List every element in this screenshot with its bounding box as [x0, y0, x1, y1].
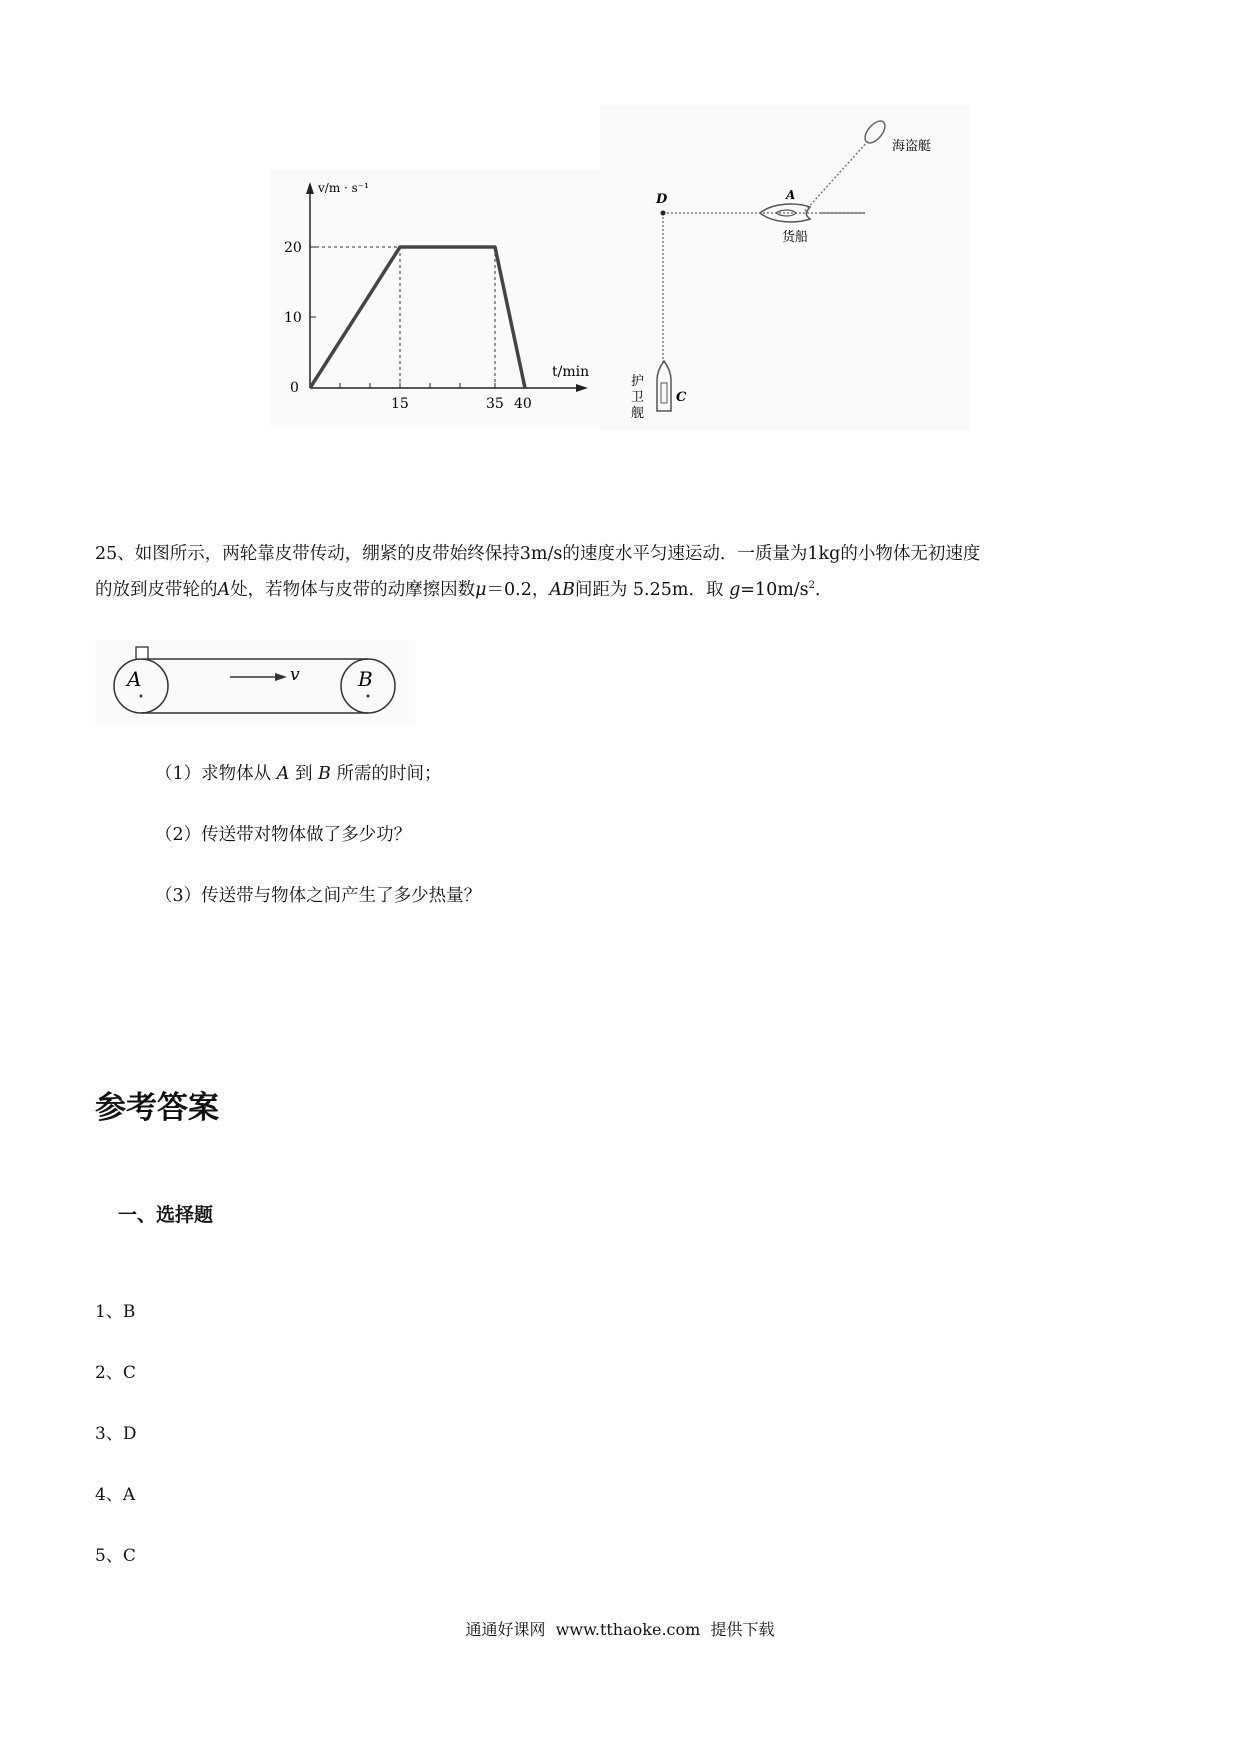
- answer-item-3: 3、D: [95, 1424, 137, 1444]
- small-object-block: [136, 647, 148, 659]
- point-a-label: A: [786, 188, 796, 202]
- point-c-label: C: [676, 390, 687, 405]
- escort-ship-label-3: 舰: [631, 406, 645, 421]
- point-d-label: D: [656, 192, 668, 207]
- escort-ship-label-1: 护: [631, 374, 645, 389]
- point-d-dot: [661, 211, 666, 216]
- answer-item-2: 2、C: [95, 1363, 136, 1383]
- question-1: （1）求物体从 A 到 B 所需的时间；: [155, 764, 442, 784]
- cargo-ship-label: 货船: [782, 230, 809, 245]
- graph-origin-label: 0: [290, 380, 299, 396]
- velocity-time-graph: [270, 170, 600, 425]
- graph-x-label: t/min: [552, 364, 590, 380]
- conveyor-belt-diagram: [95, 640, 415, 725]
- problem-25-line-2: 的放到皮带轮的A处，若物体与皮带的动摩擦因数μ＝0.2，AB间距为 5.25m．取 $g=10m/s^2$．: [95, 579, 833, 600]
- answers-heading: 参考答案: [95, 1090, 219, 1126]
- pulley-b-label: B: [358, 667, 373, 691]
- question-3: （3）传送带与物体之间产生了多少热量？: [155, 886, 482, 906]
- ship-position-diagram: [600, 105, 970, 430]
- graph-xtick-label-35: 35: [486, 396, 504, 412]
- graph-ytick-label-20: 20: [284, 240, 302, 256]
- graph-background: [270, 170, 600, 425]
- velocity-label: v: [290, 665, 300, 685]
- multiple-choice-section-title: 一、选择题: [118, 1204, 214, 1226]
- answer-item-4: 4、A: [95, 1485, 136, 1505]
- escort-ship-label-2: 卫: [631, 390, 645, 405]
- page-footer: 通通好课网 www.tthaoke.com 提供下载: [465, 1620, 775, 1639]
- pirate-boat-label: 海盗艇: [892, 139, 932, 154]
- graph-ytick-label-10: 10: [284, 310, 302, 326]
- graph-xtick-label-40: 40: [514, 396, 532, 412]
- answer-item-1: 1、B: [95, 1302, 136, 1322]
- answer-item-5: 5、C: [95, 1546, 136, 1566]
- graph-xtick-label-15: 15: [391, 396, 409, 412]
- graph-y-label: v/m · s⁻¹: [318, 181, 369, 195]
- question-2: （2）传送带对物体做了多少功？: [155, 825, 412, 845]
- pulley-a-label: A: [127, 667, 142, 691]
- problem-25-line-1: 25、如图所示，两轮靠皮带传动，绷紧的皮带始终保持3m/s的速度水平匀速运动．一质量为1kg的小物体无初速度: [95, 544, 981, 564]
